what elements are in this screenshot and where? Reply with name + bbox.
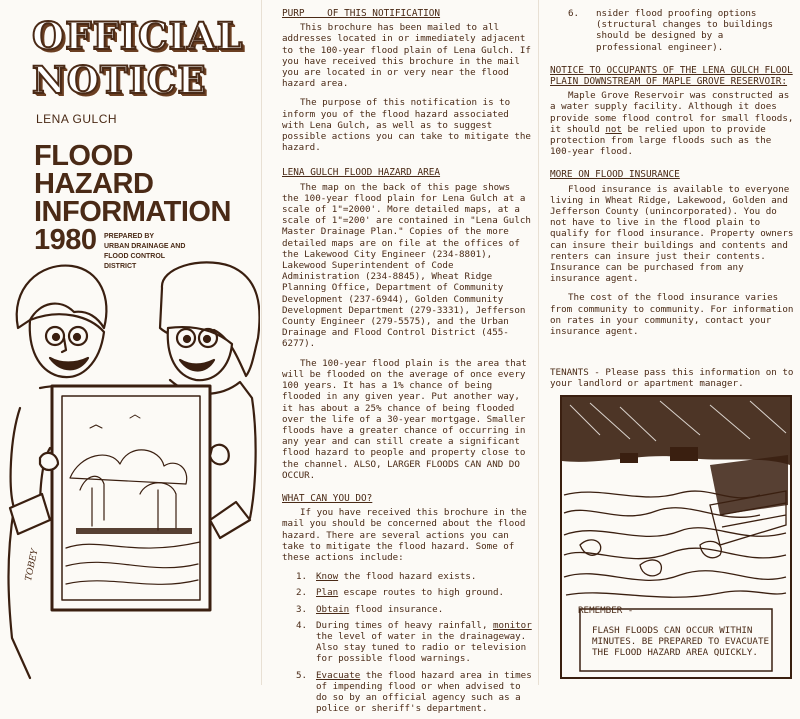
remember-label: REMEMBER - (578, 605, 634, 616)
section-heading-reservoir-notice: NOTICE TO OCCUPANTS OF THE LENA GULCH FLOOL PLAIN DOWNSTREAM OF MAPLE GROVE RESERVOIR: (550, 64, 793, 88)
emphasis-text: not (605, 123, 622, 135)
cover-year: 1980 (34, 224, 97, 256)
tenants-note: TENANTS - Please pass this information on to your landlord or apartment manager. (550, 367, 794, 390)
fold-line (538, 0, 539, 685)
cartoon-couple-illustration (0, 258, 260, 685)
official-notice-heading: OFFICIAL NOTICE (32, 14, 244, 102)
list-item: 5. Evacuate the flood hazard area in times of impending flood or when advised to do so by an official agency such as a police or sheriff's department. (296, 669, 532, 715)
title-line: INFORMATION (34, 196, 231, 228)
purpose-paragraph: The purpose of this notification is to inform you of the flood hazard associated with Lena Gulch, as well as to suggest possible actions you can take to mitigate the hazard. (282, 97, 531, 154)
section-heading-purpose: PURP OF THIS NOTIFICATION (282, 8, 441, 19)
purpose-paragraph: This brochure has been mailed to all addresses located in or immediately adjacent to the 100-year flood plain of Lena Gulch. If you have received this brochure in the mail you are located in or very near the flood hazard area. (282, 22, 531, 90)
information-panel (262, 0, 536, 715)
list-item: 3. Obtain flood insurance. (296, 603, 444, 615)
hazard-area-paragraph: The 100-year flood plain is the area that will be flooded on the average of once every 100 years. It has a 1% chance of being flooded in any given year. Put another way, it has about a 25% chance of being flooded over the life of a 30-year mortgage. Smaller floods have a greater chance of occurring in any year and can still create a significant flood hazard to people and property close to the channel. ALSO, LARGER FLOODS CAN AND DO OCCUR. (282, 357, 527, 481)
list-item: 1. Know the flood hazard exists. (296, 571, 477, 583)
area-name: LENA GULCH (36, 112, 118, 126)
notice-panel (540, 0, 800, 685)
section-heading-hazard-area: LENA GULCH FLOOD HAZARD AREA (282, 167, 441, 179)
cover-panel (0, 0, 260, 685)
insurance-paragraph: The cost of the flood insurance varies from community to community. For information on rates in your community, contact your insurance agent. (550, 292, 794, 338)
artist-signature: TOBEY (23, 548, 41, 582)
reservoir-notice-paragraph: Maple Grove Reservoir was constructed as a water supply facility. Although it does provide some flood control for small floods, it should not be relied upon to provide protection from large floods such as the 100-year flood. (550, 90, 794, 158)
title-line: FLOOD (34, 140, 133, 172)
actions-list (282, 571, 532, 714)
title-line: HAZARD (34, 168, 154, 200)
hazard-area-paragraph: The map on the back of this page shows the 100-year flood plain for Lena Gulch at a scale of 1"=2000'. More detailed maps, at a scale of 1"=200' are contained in "Lena Gulch Master Drainage Plan." Copies of the more detailed maps are on file at the offices of the Lakewood City Engineer (234-8801), Lakewood Superintendent of Code Administration (234-8845), Wheat Ridge Planning Office, Department of Community Development (237-6944), Golden Community Development Department (279-3331), Jefferson County Engineer (279-5575), and the Urban Drainage and Flood Control District (455-6277). (282, 181, 531, 350)
section-heading-insurance: MORE ON FLOOD INSURANCE (550, 169, 680, 181)
remember-message: FLASH FLOODS CAN OCCUR WITHIN MINUTES. BE PREPARED TO EVACUATE THE FLOOD HAZARD AREA QUICKLY. (592, 625, 770, 659)
insurance-paragraph: Flood insurance is available to everyone living in Wheat Ridge, Lakewood, Golden and Jefferson County (unincorporated). You do not have to live in the flood plain to qualify for flood insurance. Property owners can insure their buildings and contents and renters can insure just their contents. Insurance can be purchased from any insurance agent. (550, 183, 794, 285)
section-heading-what-can-you-do: WHAT CAN YOU DO? (282, 492, 373, 504)
actions-intro: If you have received this brochure in the mail you should be concerned about the flood hazard. There are several actions you can take to mitigate the flood hazard. Some of these actions include: (282, 507, 527, 563)
list-item: 2. Plan escape routes to high ground. (296, 587, 505, 599)
list-item: 6. nsider flood proofing options (structural changes to buildings should be designed by a professional engineer). (568, 8, 774, 53)
prepared-by: PREPARED BY URBAN DRAINAGE AND FLOOD CONTROL DISTRICT (104, 233, 186, 270)
list-item: 4. During times of heavy rainfall, monitor the level of water in the drainageway. Also stay tuned to radio or television for possible flood warnings. (296, 619, 532, 665)
